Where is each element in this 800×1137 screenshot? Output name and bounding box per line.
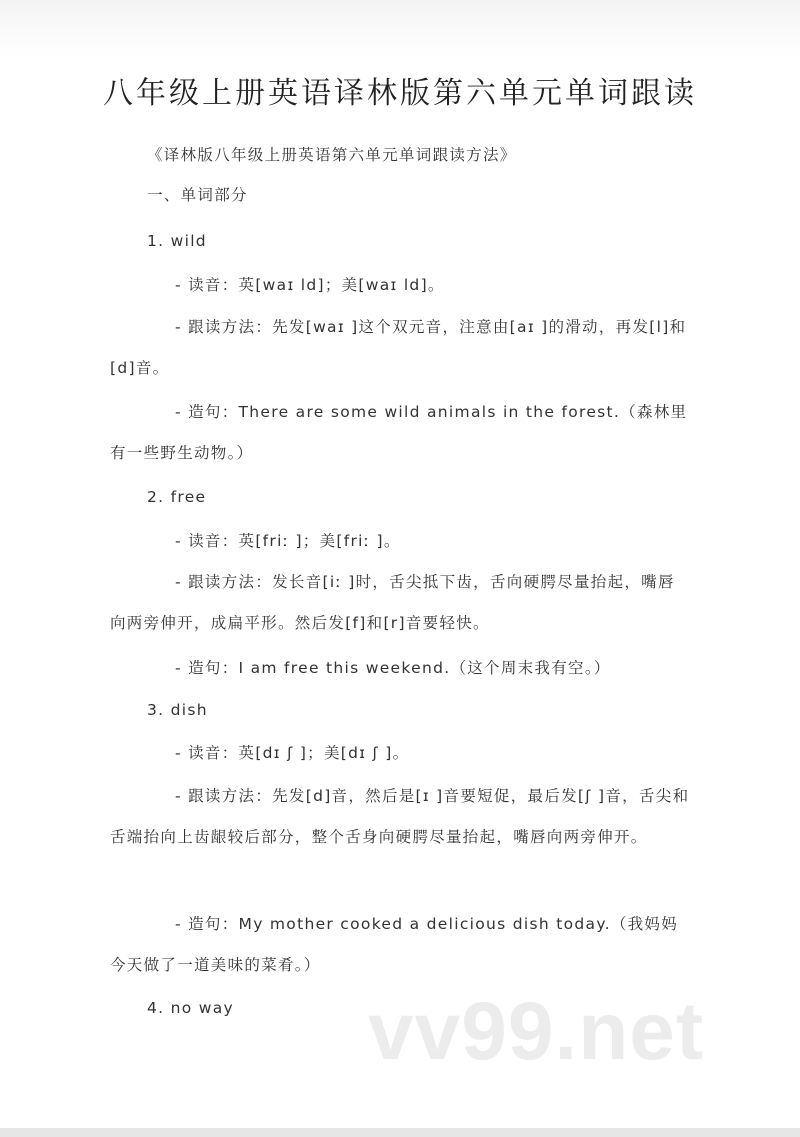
reading-method: - 跟读方法：先发[d]音，然后是[ɪ ]音要短促，最后发[ʃ ]音，舌尖和舌端抬向上齿龈较后部分，整个舌身向硬腭尽量抬起，嘴唇向两旁伸开。: [110, 787, 690, 846]
example-sentence: - 造句：There are some wild animals in the forest.（森林里有一些野生动物。）: [110, 403, 688, 462]
example-sentence: - 造句：I am free this weekend.（这个周末我有空。）: [175, 659, 611, 677]
word-heading: 4. no way: [147, 999, 234, 1017]
subtitle: 《译林版八年级上册英语第六单元单词跟读方法》: [147, 146, 517, 164]
page-top-shadow: [0, 0, 800, 58]
watermark: vv99.net: [368, 986, 705, 1077]
section-heading: 一、单词部分: [147, 186, 248, 204]
pronunciation: - 读音：英[waɪ ld]；美[waɪ ld]。: [175, 276, 445, 294]
reading-method: - 跟读方法：发长音[iː ]时，舌尖抵下齿，舌向硬腭尽量抬起，嘴唇向两旁伸开，成扁平形。然后发[f]和[r]音要轻快。: [110, 573, 675, 632]
word-heading: 2. free: [147, 488, 207, 506]
example-sentence: - 造句：My mother cooked a delicious dish today.（我妈妈今天做了一道美味的菜肴。）: [110, 915, 679, 974]
document-title: 八年级上册英语译林版第六单元单词跟读: [103, 76, 697, 111]
word-heading: 3. dish: [147, 701, 208, 719]
pronunciation: - 读音：英[dɪ ʃ ]；美[dɪ ʃ ]。: [175, 744, 410, 762]
reading-method: - 跟读方法：先发[waɪ ]这个双元音，注意由[aɪ ]的滑动，再发[l]和[d]音。: [110, 318, 687, 377]
pronunciation: - 读音：英[friː ]；美[friː ]。: [175, 532, 401, 550]
page-bottom-edge: [0, 1128, 800, 1137]
word-heading: 1. wild: [147, 232, 207, 250]
